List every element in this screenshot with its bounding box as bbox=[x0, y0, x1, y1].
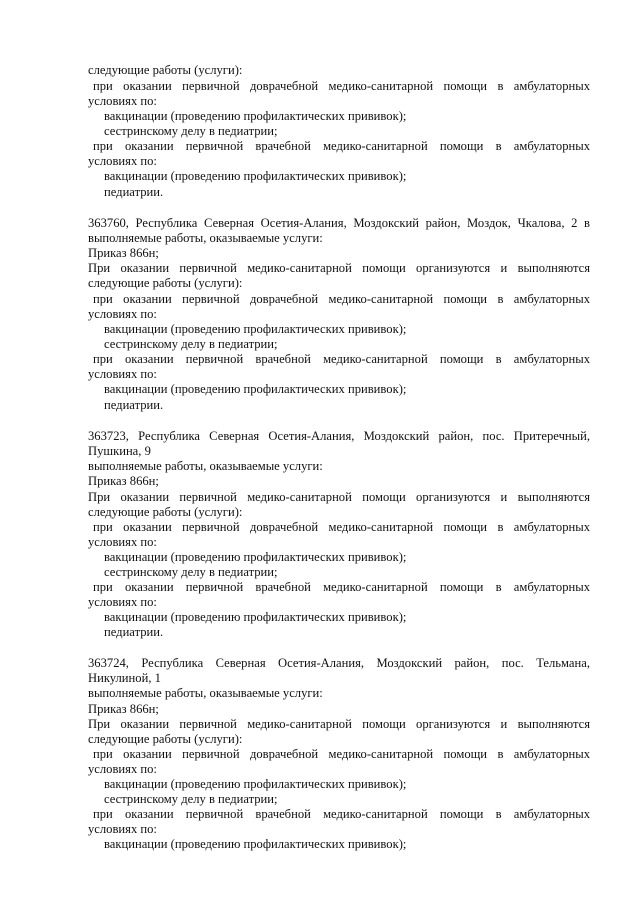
text-line: следующие работы (услуги): bbox=[88, 732, 243, 746]
text-line: условиях по: bbox=[88, 307, 157, 321]
text-line: При оказании первичной медико-санитарной помощи организуются и выполняются bbox=[88, 261, 590, 275]
text-line: сестринскому делу в педиатрии; bbox=[104, 124, 278, 138]
text-line: вакцинации (проведению профилактических прививок); bbox=[104, 382, 407, 396]
text-line: при оказании первичной врачебной медико-санитарной помощи в амбулаторных bbox=[93, 580, 590, 594]
address-line: 363760, Республика Северная Осетия-Алания, Моздокский район, Моздок, Чкалова, 2 в bbox=[88, 216, 590, 230]
order-line: Приказ 866н; bbox=[88, 474, 159, 488]
text-line: педиатрии. bbox=[104, 185, 164, 199]
text-line: при оказании первичной доврачебной медико-санитарной помощи в амбулаторных bbox=[93, 79, 590, 93]
text-line: вакцинации (проведению профилактических прививок); bbox=[104, 610, 407, 624]
order-line: Приказ 866н; bbox=[88, 702, 159, 716]
text-line: при оказании первичной врачебной медико-санитарной помощи в амбулаторных bbox=[93, 139, 590, 153]
text-line: условиях по: bbox=[88, 762, 157, 776]
text-line: При оказании первичной медико-санитарной помощи организуются и выполняются bbox=[88, 490, 590, 504]
text-line: вакцинации (проведению профилактических прививок); bbox=[104, 109, 407, 123]
text-line: условиях по: bbox=[88, 154, 157, 168]
text-line: при оказании первичной доврачебной медико-санитарной помощи в амбулаторных bbox=[93, 520, 590, 534]
text-line: следующие работы (услуги): bbox=[88, 276, 243, 290]
text-line: выполняемые работы, оказываемые услуги: bbox=[88, 459, 323, 473]
text-line: при оказании первичной врачебной медико-санитарной помощи в амбулаторных bbox=[93, 352, 590, 366]
text-line: сестринскому делу в педиатрии; bbox=[104, 792, 278, 806]
text-line: условиях по: bbox=[88, 595, 157, 609]
text-line: педиатрии. bbox=[104, 398, 164, 412]
text-line: условиях по: bbox=[88, 94, 157, 108]
text-line: выполняемые работы, оказываемые услуги: bbox=[88, 231, 323, 245]
text-line: условиях по: bbox=[88, 535, 157, 549]
text-line: следующие работы (услуги): bbox=[88, 505, 243, 519]
text-line: вакцинации (проведению профилактических прививок); bbox=[104, 550, 407, 564]
text-line: вакцинации (проведению профилактических прививок); bbox=[104, 837, 407, 851]
text-line: следующие работы (услуги): bbox=[88, 63, 243, 77]
text-line: сестринскому делу в педиатрии; bbox=[104, 337, 278, 351]
text-line: выполняемые работы, оказываемые услуги: bbox=[88, 686, 323, 700]
text-line: вакцинации (проведению профилактических прививок); bbox=[104, 169, 407, 183]
order-line: Приказ 866н; bbox=[88, 246, 159, 260]
text-line: при оказании первичной доврачебной медико-санитарной помощи в амбулаторных bbox=[93, 747, 590, 761]
text-line: при оказании первичной доврачебной медико-санитарной помощи в амбулаторных bbox=[93, 292, 590, 306]
text-line: вакцинации (проведению профилактических прививок); bbox=[104, 322, 407, 336]
text-line: условиях по: bbox=[88, 367, 157, 381]
text-line: педиатрии. bbox=[104, 625, 164, 639]
address-line: Никулиной, 1 bbox=[88, 671, 161, 685]
address-line: Пушкина, 9 bbox=[88, 444, 151, 458]
text-line: При оказании первичной медико-санитарной помощи организуются и выполняются bbox=[88, 717, 590, 731]
text-line: условиях по: bbox=[88, 822, 157, 836]
text-line: при оказании первичной врачебной медико-санитарной помощи в амбулаторных bbox=[93, 807, 590, 821]
address-line: 363723, Республика Северная Осетия-Алания, Моздокский район, пос. Притеречный, bbox=[88, 429, 590, 443]
text-line: сестринскому делу в педиатрии; bbox=[104, 565, 278, 579]
text-line: вакцинации (проведению профилактических прививок); bbox=[104, 777, 407, 791]
address-line: 363724, Республика Северная Осетия-Алания, Моздокский район, пос. Тельмана, bbox=[88, 656, 590, 670]
